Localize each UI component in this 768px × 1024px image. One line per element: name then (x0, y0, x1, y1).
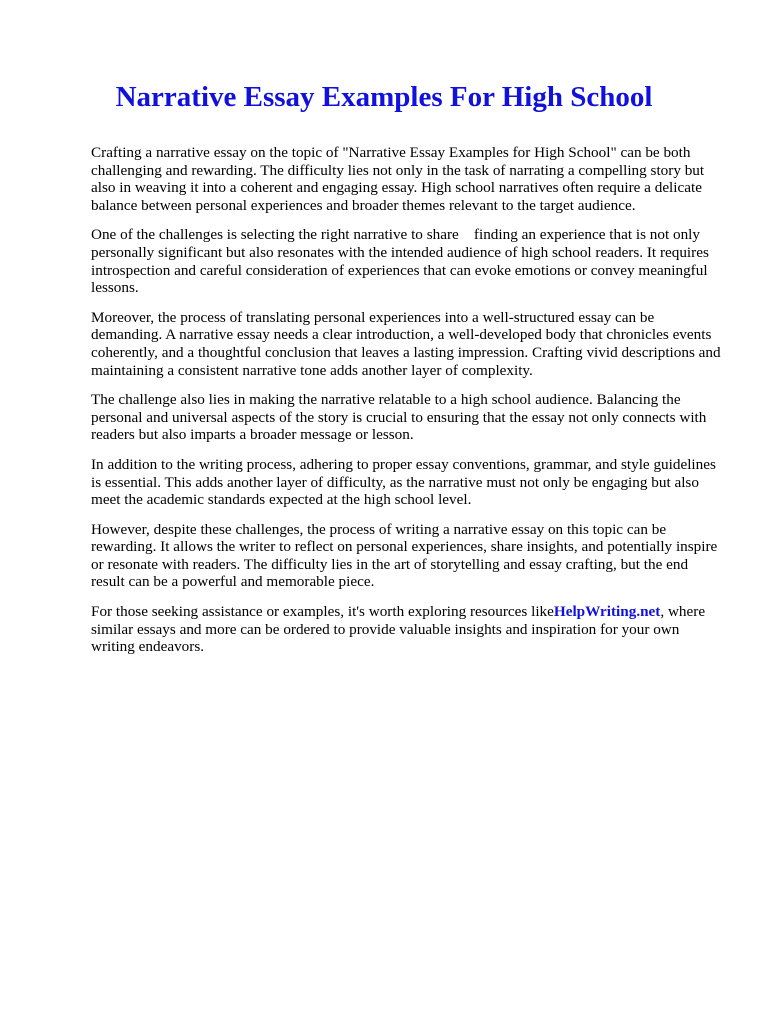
paragraph-3: Moreover, the process of translating personal experiences into a well-structured essay can be demanding. A narrative essay needs a clear introduction, a well-developed body that chronicles events coherently, and a thoughtful conclusion that leaves a lasting impression. Crafting vivid descriptions and maintaining a consistent narrative tone adds another layer of complexity. (91, 308, 721, 379)
paragraph-5: In addition to the writing process, adhering to proper essay conventions, grammar, and style guidelines is essential. This adds another layer of difficulty, as the narrative must not only be engaging but also meet the academic standards expected at the high school level. (91, 455, 716, 509)
paragraph-1: Crafting a narrative essay on the topic of "Narrative Essay Examples for High School" can be both challenging and rewarding. The difficulty lies not only in the task of narrating a compelling story but also in weaving it into a coherent and engaging essay. High school narratives often require a delicate balance between personal experiences and broader themes relevant to the target audience. (91, 144, 705, 214)
paragraph-4: The challenge also lies in making the narrative relatable to a high school audience. Balancing the personal and universal aspects of the story is crucial to ensuring that the essay not only connects with readers but also imparts a broader message or lesson. (91, 391, 707, 444)
paragraph-7 (91, 603, 722, 656)
final-paragraph-intro: For those seeking assistance or examples, it's worth exploring resources like (91, 603, 554, 621)
paragraph-2: One of the challenges is selecting the right narrative to share finding an experience that is not only personally significant but also resonates with the intended audience of high school readers. It requires introspection and careful consideration of experiences that can evoke emotions or convey meaningful lessons. (91, 226, 713, 297)
page-title: Narrative Essay Examples For High School (115, 81, 653, 113)
helpwriting-link[interactable]: HelpWriting.net (553, 603, 661, 621)
final-paragraph-outro: , where similar essays and more can be ordered to provide valuable insights and inspiration for your own writing endeavors. (91, 603, 706, 656)
paragraph-6: However, despite these challenges, the process of writing a narrative essay on this topic can be rewarding. It allows the writer to reflect on personal experiences, share insights, and potentially inspire or resonate with readers. The difficulty lies in the art of storytelling and essay crafting, but the end result can be a powerful and memorable piece. (91, 520, 718, 591)
